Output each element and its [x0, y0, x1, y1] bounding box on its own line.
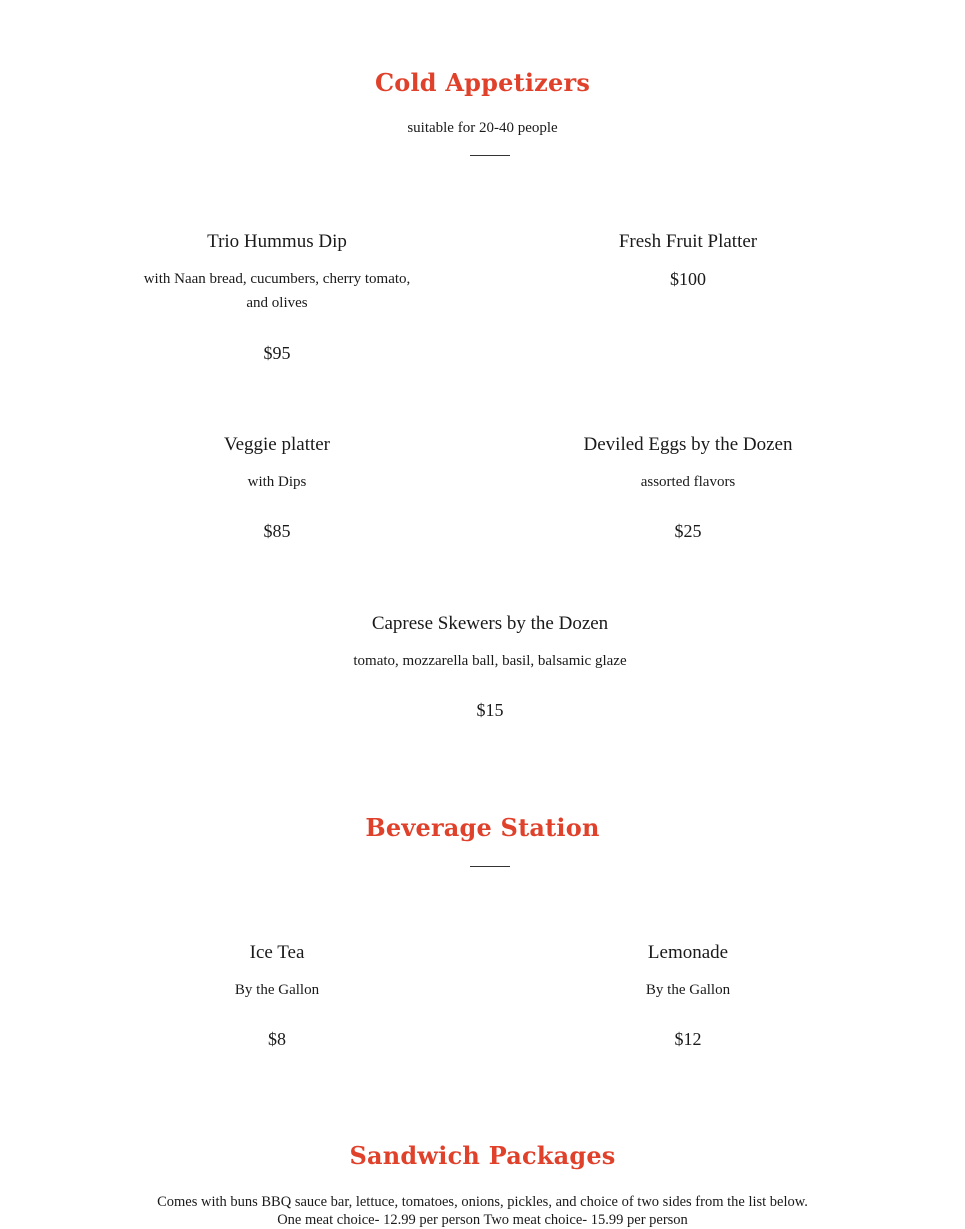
item-price: $12 — [674, 1029, 702, 1049]
menu-item-deviled-eggs — [533, 433, 843, 543]
cold-appetizers-divider — [470, 155, 510, 156]
item-name: Trio Hummus Dip — [207, 231, 347, 252]
menu-item-veggie-platter — [122, 433, 432, 543]
item-description: By the Gallon — [234, 982, 320, 998]
item-price: $8 — [268, 1029, 286, 1049]
item-price: $25 — [674, 521, 702, 541]
menu-item-ice-tea — [122, 941, 432, 1051]
item-name: Fresh Fruit Platter — [618, 231, 758, 252]
item-description: assorted flavors — [640, 474, 736, 490]
item-price: $15 — [476, 700, 504, 720]
beverage-station-divider — [470, 866, 510, 867]
item-name: Veggie platter — [223, 434, 331, 455]
cold-appetizers-subtitle-wrap — [0, 118, 965, 138]
item-price: $95 — [263, 343, 291, 363]
item-name: Caprese Skewers by the Dozen — [371, 613, 609, 634]
menu-item-trio-hummus-dip — [122, 230, 432, 365]
item-description: By the Gallon — [645, 982, 731, 998]
beverage-station-header — [0, 813, 965, 843]
sandwich-packages-header — [0, 1141, 965, 1171]
item-description: with Dips — [247, 474, 307, 490]
item-description-line: and olives — [246, 295, 308, 311]
item-price: $85 — [263, 521, 291, 541]
item-name: Deviled Eggs by the Dozen — [583, 434, 793, 455]
cold-appetizers-subtitle: suitable for 20-40 people — [407, 120, 558, 136]
sandwich-note-line: One meat choice- 12.99 per person Two meat choice- 15.99 per person — [277, 1212, 688, 1228]
menu-item-caprese-skewers — [300, 612, 680, 722]
cold-appetizers-header — [0, 68, 965, 98]
item-price: $100 — [670, 269, 706, 289]
menu-item-lemonade — [533, 941, 843, 1051]
item-description — [122, 267, 432, 315]
sandwich-packages-title: Sandwich Packages — [349, 1141, 616, 1170]
item-name: Lemonade — [647, 942, 729, 963]
sandwich-packages-note — [0, 1193, 965, 1228]
cold-appetizers-title: Cold Appetizers — [374, 68, 591, 97]
sandwich-note-line: Comes with buns BBQ sauce bar, lettuce, tomatoes, onions, pickles, and choice of two sides from the list below. — [157, 1194, 808, 1210]
menu-item-fresh-fruit-platter — [533, 230, 843, 291]
item-name: Ice Tea — [249, 942, 305, 963]
item-description: tomato, mozzarella ball, basil, balsamic glaze — [353, 653, 627, 669]
beverage-station-title: Beverage Station — [365, 813, 600, 842]
item-description-line: with Naan bread, cucumbers, cherry tomato, — [143, 271, 411, 287]
